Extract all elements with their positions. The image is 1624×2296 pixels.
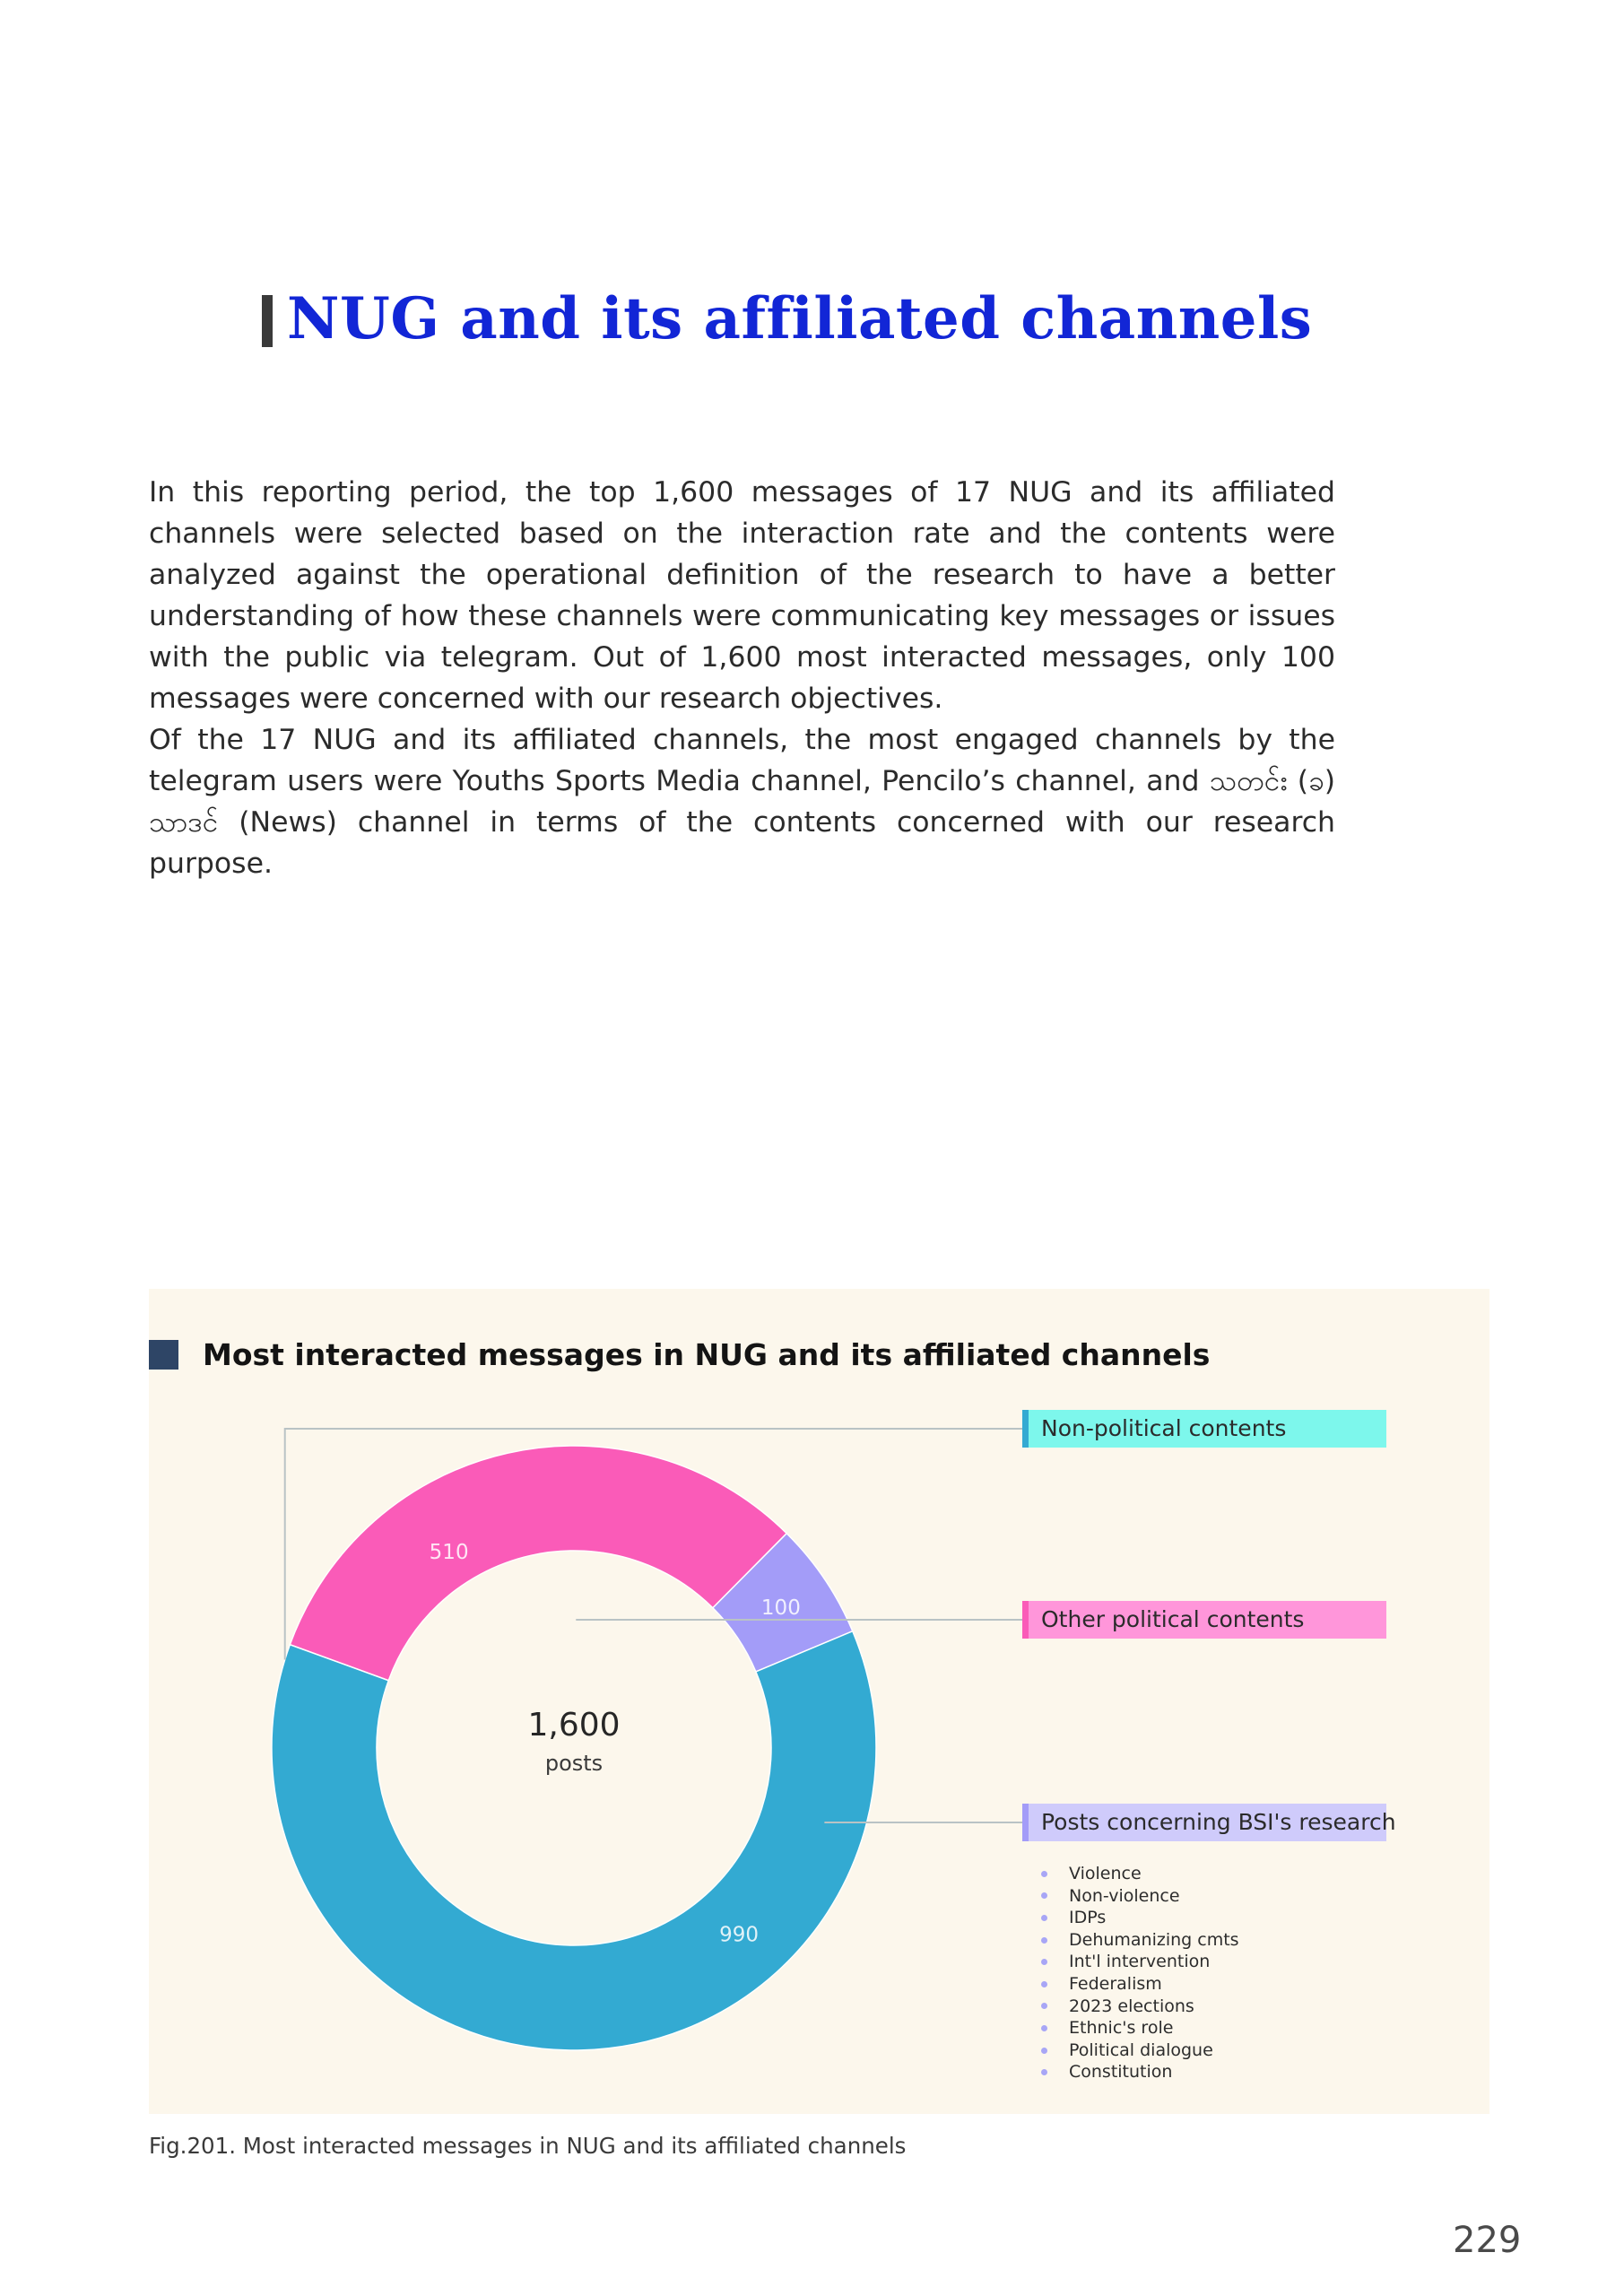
research-topic-item (1041, 1996, 1239, 2018)
page-title (262, 285, 1312, 352)
body-paragraph-1: In this reporting period, the top 1,600 messages of 17 NUG and its affiliated channels were selected based on the interaction rate and the contents were analyzed against the operational definition of the research to have a better understanding of how these channels were communicating key messages or issues with the public via telegram. Out of 1,600 most interacted messages, only 100 messages were concerned with our research objectives. (149, 476, 1335, 715)
page-number: 229 (1453, 2220, 1522, 2261)
research-topic-label: Federalism (1069, 1973, 1162, 1994)
slice-value-label-other-political: 510 (429, 1540, 469, 1564)
bullet-icon (1041, 1871, 1047, 1877)
chart-title: Most interacted messages in NUG and its affiliated channels (203, 1337, 1211, 1372)
legend-non-political-label: Non-political contents (1041, 1415, 1287, 1441)
research-topic-label: Dehumanizing cmts (1069, 1929, 1239, 1950)
slice-other-political (290, 1446, 786, 1681)
research-topic-label: IDPs (1069, 1908, 1107, 1928)
slice-non-political (272, 1631, 876, 2050)
bullet-icon (1041, 1892, 1047, 1899)
figure-panel (149, 1289, 1489, 2114)
legend-other-political (1022, 1601, 1386, 1639)
research-topic-label: 2023 elections (1069, 1996, 1194, 2016)
legend-bsi-research-label: Posts concerning BSI's research (1041, 1809, 1396, 1835)
research-topic-item (1041, 1973, 1239, 1996)
legend-other-political-label: Other political contents (1041, 1606, 1305, 1632)
research-topic-item (1041, 1907, 1239, 1929)
research-topic-item (1041, 1863, 1239, 1885)
research-topic-label: Non-violence (1069, 1885, 1180, 1906)
bullet-icon (1041, 1981, 1047, 1987)
slice-value-label-non-political: 990 (719, 1923, 760, 1947)
bullet-icon (1041, 1937, 1047, 1944)
body-paragraph-2: Of the 17 NUG and its affiliated channels, the most engaged channels by the telegram users were Youths Sports Media channel, Pencilo’s channel, and သတင်း (ခ) သာဒင် (News) channel in terms of the contents concerned with our research purpose. (149, 724, 1335, 880)
research-topic-label: Constitution (1069, 2062, 1173, 2083)
legend-bsi-research (1022, 1804, 1396, 1841)
slice-value-label-bsi-research: 100 (760, 1596, 801, 1620)
research-topic-label: Ethnic's role (1069, 2018, 1174, 2039)
bullet-icon (1041, 1915, 1047, 1921)
research-topic-item (1041, 1885, 1239, 1908)
bullet-icon (1041, 2069, 1047, 2075)
bullet-icon (1041, 2048, 1047, 2054)
research-topic-label: Political dialogue (1069, 2039, 1213, 2060)
donut-center-value: 1,600 (527, 1707, 621, 1744)
research-topic-label: Violence (1069, 1864, 1142, 1883)
bullet-icon (1041, 2025, 1047, 2031)
research-topic-item (1041, 1929, 1239, 1952)
research-topics-list (1041, 1863, 1239, 2083)
bullet-icon (1041, 1959, 1047, 1965)
research-topic-item (1041, 2061, 1239, 2083)
research-topic-item (1041, 2017, 1239, 2039)
research-topic-label: Int'l intervention (1069, 1952, 1211, 1972)
figure-caption: Fig.201. Most interacted messages in NUG and its affiliated channels (149, 2133, 907, 2159)
title-bar-decoration (262, 295, 273, 347)
donut-center-label: posts (544, 1751, 604, 1776)
page-title-text: NUG and its affiliated channels (287, 285, 1313, 352)
research-topic-item (1041, 2039, 1239, 2062)
research-topic-item (1041, 1951, 1239, 1973)
legend-non-political (1022, 1410, 1386, 1448)
bullet-icon (1041, 2003, 1047, 2009)
